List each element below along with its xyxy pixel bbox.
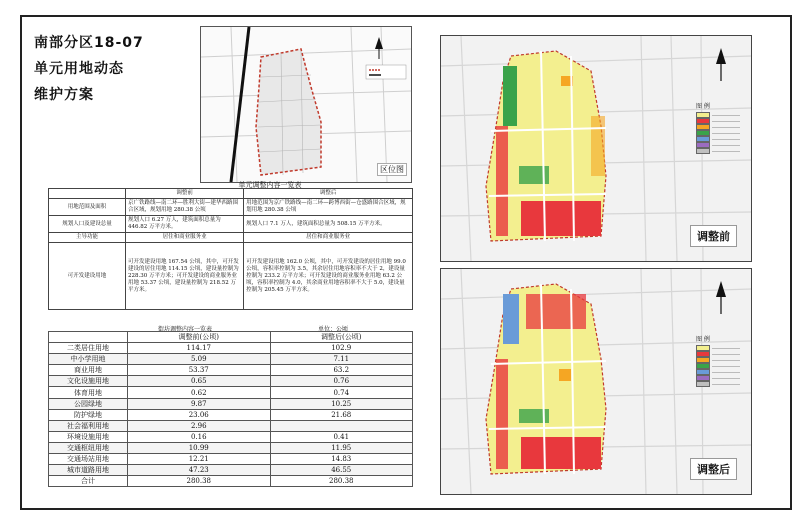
land-table-after: 280.38 <box>270 476 413 487</box>
land-table-before: 0.65 <box>128 376 271 387</box>
land-table-row <box>49 398 413 409</box>
map-after-label: 调整后 <box>690 458 737 480</box>
land-table-row <box>49 409 413 420</box>
land-table-name: 文化设施用地 <box>49 376 128 387</box>
title-line-3: 维护方案 <box>34 87 94 103</box>
land-table-row <box>49 420 413 431</box>
land-table-before: 5.09 <box>128 354 271 365</box>
land-table-name: 交通场站用地 <box>49 454 128 465</box>
land-table-before: 2.96 <box>128 420 271 431</box>
unit-table-row <box>49 233 413 243</box>
land-table-row <box>49 376 413 387</box>
unit-table-before: 可开发建设用地 167.54 公顷，其中，可开发建设的居住用地 114.15 公顷，建设量控制为 228.30 万平方米；可开发建设的商业服务业用地 53.37 公顷，建设量控制为 218.52 万平方米。 <box>126 243 244 310</box>
land-table-row <box>49 343 413 354</box>
unit-table-corner <box>49 189 126 199</box>
land-table-row <box>49 442 413 453</box>
land-table-row <box>49 431 413 442</box>
land-table-unit: 单位：公顷 <box>318 326 349 333</box>
unit-table-title: 单元调整内容一览表 <box>238 181 302 189</box>
location-map-label: 区位图 <box>377 163 407 176</box>
land-table-row <box>49 454 413 465</box>
title-line-1: 南部分区18-07 <box>34 35 144 51</box>
map-after-panel <box>440 268 752 495</box>
unit-table-header-row <box>49 189 413 199</box>
land-table-row <box>49 476 413 487</box>
unit-table-after: 居住和商业服务业 <box>244 233 413 243</box>
land-table-after: 0.76 <box>270 376 413 387</box>
location-map <box>200 26 412 183</box>
map-before-panel <box>440 35 752 262</box>
title-block <box>34 30 144 108</box>
map-after-legend <box>696 334 746 387</box>
land-table-body <box>49 332 413 487</box>
unit-table-after: 规划人口 7.1 万人，建筑面积总量为 508.15 万平方米。 <box>244 216 413 233</box>
land-table-after: 10.25 <box>270 398 413 409</box>
land-table-after: 0.41 <box>270 431 413 442</box>
unit-table-row-label: 用地范围及面积 <box>49 199 126 216</box>
legend-swatch <box>696 381 710 387</box>
land-table-name: 体育用地 <box>49 387 128 398</box>
land-table-name: 交通枢纽用地 <box>49 442 128 453</box>
unit-table-after: 可开发建设用地 162.0 公顷，其中，可开发建设的居住用地 99.0 公顷，容积率控制为 3.5，其余居住用地容积率不大于 2，建设量控制为 233.2 万平方米；可开发建设的商业服务业用地 63.2 公顷，容积率控制为 4.0，其余商业用地容积率不大于 5.0，建设量控制为 205.45 万平方米。 <box>244 243 413 310</box>
land-table-after: 46.55 <box>270 465 413 476</box>
land-table-after: 11.95 <box>270 442 413 453</box>
unit-table-before: 京广铁路线—南二环—胜利大街—建华西路围合区域，规划用地 280.38 公顷 <box>126 199 244 216</box>
land-table-name: 二类居住用地 <box>49 343 128 354</box>
land-table-name: 社会福利用地 <box>49 420 128 431</box>
land-table-before: 280.38 <box>128 476 271 487</box>
land-table-after: 21.68 <box>270 409 413 420</box>
land-table-row <box>49 387 413 398</box>
land-table-name: 城市道路用地 <box>49 465 128 476</box>
land-table-before: 47.23 <box>128 465 271 476</box>
land-table-after <box>270 420 413 431</box>
land-table-before: 0.62 <box>128 387 271 398</box>
unit-table-col-after: 调整后 <box>244 189 413 199</box>
legend-title: 图 例 <box>696 103 710 110</box>
unit-table-before: 规划人口 6.27 万人，建筑面积总量为 446.82 万平方米。 <box>126 216 244 233</box>
map-before-label: 调整前 <box>690 225 737 247</box>
legend-swatch <box>696 148 710 154</box>
land-table-before: 114.17 <box>128 343 271 354</box>
land-table-name: 环境设施用地 <box>49 431 128 442</box>
land-table-before: 23.06 <box>128 409 271 420</box>
unit-table-row-label: 主导功能 <box>49 233 126 243</box>
land-table-after: 14.83 <box>270 454 413 465</box>
unit-table-before: 居住和商业服务业 <box>126 233 244 243</box>
land-table-header-row <box>49 332 413 343</box>
unit-adjustment-table <box>48 188 413 310</box>
land-table-before: 9.87 <box>128 398 271 409</box>
unit-table-row-label: 可开发建设用地 <box>49 243 126 310</box>
land-table-col-before: 调整前(公顷) <box>128 332 271 343</box>
land-table-row <box>49 365 413 376</box>
land-table-after: 102.9 <box>270 343 413 354</box>
land-table-before: 53.37 <box>128 365 271 376</box>
unit-table-after: 用地范围为京广铁路线—南二环—跨博西街—仓盛路围合区域，规划用地 280.38 公顷 <box>244 199 413 216</box>
unit-table-col-before: 调整前 <box>126 189 244 199</box>
unit-table-row-label: 规划人口及建设总量 <box>49 216 126 233</box>
map-before-legend <box>696 101 746 154</box>
land-table-name: 防护绿地 <box>49 409 128 420</box>
location-map-graphic <box>201 27 411 182</box>
land-table-title: 街坊调整内容一览表 <box>158 326 213 333</box>
land-table-corner <box>49 332 128 343</box>
unit-table-row <box>49 216 413 233</box>
unit-table-row <box>49 199 413 216</box>
title-line-2: 单元用地动态 <box>34 61 124 77</box>
land-table-name: 公园绿地 <box>49 398 128 409</box>
land-table-after: 63.2 <box>270 365 413 376</box>
land-table-before: 10.99 <box>128 442 271 453</box>
land-table-after: 7.11 <box>270 354 413 365</box>
land-table-name: 合计 <box>49 476 128 487</box>
land-table-after: 0.74 <box>270 387 413 398</box>
land-table-col-after: 调整后(公顷) <box>270 332 413 343</box>
land-table-row <box>49 354 413 365</box>
land-table-before: 0.16 <box>128 431 271 442</box>
land-table-before: 12.21 <box>128 454 271 465</box>
land-table-row <box>49 465 413 476</box>
legend-title: 图 例 <box>696 336 710 343</box>
land-use-table <box>48 331 413 487</box>
unit-table-row <box>49 243 413 310</box>
land-table-name: 中小学用地 <box>49 354 128 365</box>
land-table-name: 商业用地 <box>49 365 128 376</box>
